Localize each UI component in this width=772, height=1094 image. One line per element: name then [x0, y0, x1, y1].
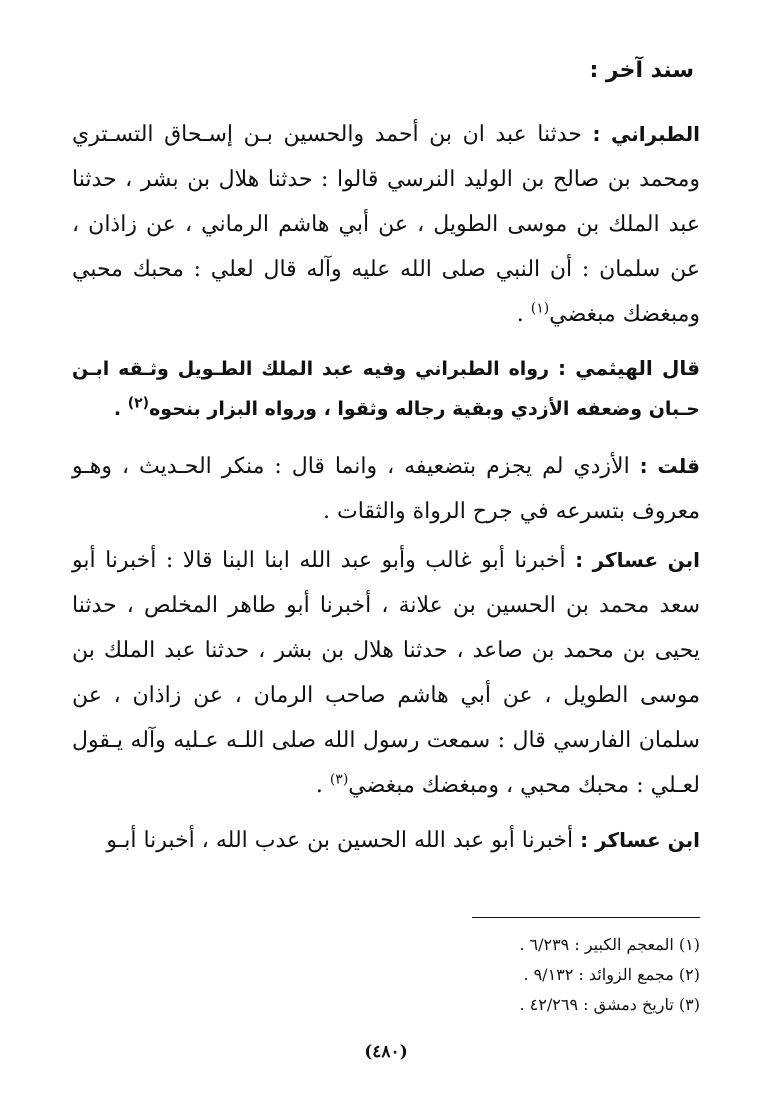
paragraph-text: أخبرنا أبو غالب وأبو عبد الله ابنا البنا قالا : أخبرنا أبو سعد محمد بن الحسين بن علانة ، أخبرنا أبو طاهر المخلص ، حدثنا يحيى بن محمد بن صاعد ، حدثنا هلال بن بشر ، حدثنا عبد الملك بن موسى الطويل ، عن أبي هاشم صاحب الرمان ، عن زاذان ، عن سلمان الفارسي قال : سمعت رسول الله صلى اللـه عـليه وآله يـقول لعـلي : محبك محبي ، ومبغضك مبغضي [72, 548, 700, 798]
paragraph-lead: قال الهيثمي : [557, 356, 700, 380]
paragraph-text: رواه الطبراني وفيه عبد الملك الطـويل وثـقه ابـن حـبان وضعفه الأزدي وبقية رجاله وثقوا ، ورواه البزار بنحوه [72, 358, 700, 420]
paragraph-tabarani [72, 112, 700, 337]
paragraph-haythami [72, 348, 700, 429]
paragraph-qultu [72, 444, 700, 534]
paragraph-ibn-asakir-1 [72, 538, 700, 808]
paragraph-ibn-asakir-2 [72, 818, 700, 863]
footnote-item: (١) المعجم الكبير : ٦/٢٣٩ . [519, 935, 700, 954]
footnote-item: (٣) تاريخ دمشق : ٤٢/٢٦٩ . [519, 995, 700, 1014]
paragraph-text: أخبرنا أبو عبد الله الحسين بن عدب الله ، أخبرنا أبـو [106, 828, 581, 853]
page-number: (٤٨٠) [364, 1042, 408, 1062]
paragraph-tail: . [113, 398, 128, 420]
section-heading: سند آخر : [589, 58, 694, 83]
paragraph-lead: ابن عساكر : [580, 828, 700, 852]
footnote-ref-1[interactable]: (١) [530, 300, 550, 317]
paragraph-lead: ابن عساكر : [575, 548, 701, 572]
footnotes-list [300, 930, 700, 1020]
footnote-divider [472, 917, 700, 918]
paragraph-lead: الطبراني : [592, 122, 701, 146]
footnote-item: (٢) مجمع الزوائد : ٩/١٣٢ . [523, 965, 700, 984]
paragraph-text: الأزدي لم يجزم بتضعيفه ، وانما قال : منكر الحـديث ، وهـو معروف بتسرعه في جرح الرواة والثقات . [72, 454, 700, 524]
paragraph-lead: قلت : [639, 454, 700, 478]
footnote-ref-2[interactable]: (٢) [127, 395, 150, 412]
footnote-ref-3[interactable]: (٣) [329, 771, 349, 788]
paragraph-text: حدثنا عبد ان بن أحمد والحسين بـن إسـحاق التسـتري ومحمد بن صالح بن الوليد النرسي قالوا : حدثنا هلال بن بشر ، حدثنا عبد الملك بن موسى الطويل ، عن أبي هاشم الرماني ، عن زاذان ، عن سلمان : أن النبي صلى الله عليه وآله قال لعلي : محبك محبي ومبغضك مبغضي [72, 122, 700, 327]
paragraph-tail: . [315, 773, 330, 798]
paragraph-tail: . [516, 302, 531, 327]
